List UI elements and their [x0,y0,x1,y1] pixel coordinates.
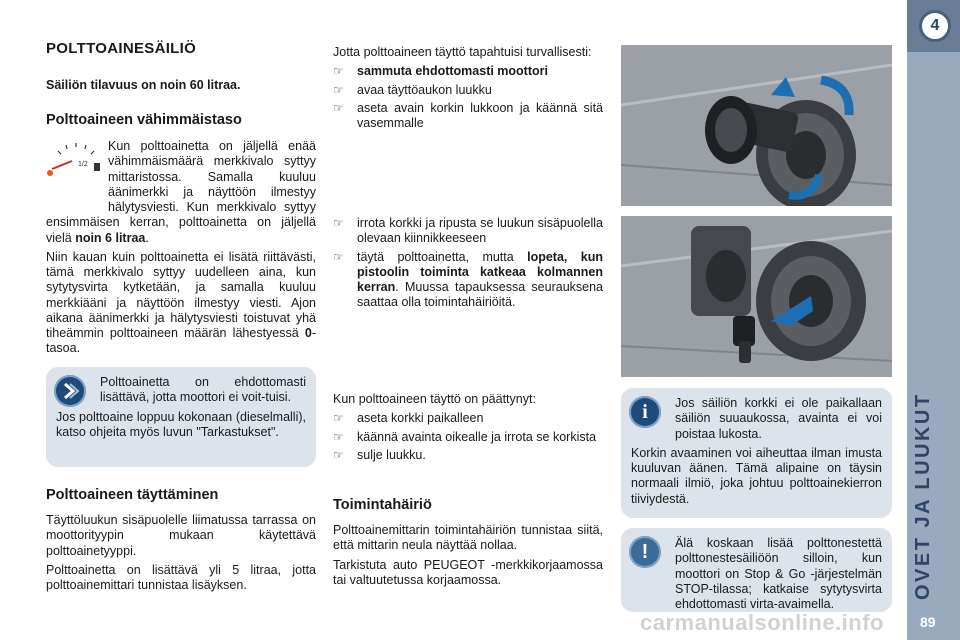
filling-text [46,513,316,597]
fuel-flap-open-photo [621,45,892,206]
list-item: ☞ sammuta ehdottomasti moottori [333,64,548,79]
pointing-hand-icon: ☞ [333,100,344,115]
list-item: ☞ sulje luukku. [333,447,426,462]
chapter-side-tab [907,0,960,640]
tank-capacity: Säiliön tilavuus on noin 60 litraa. [46,78,241,93]
fault-heading: Toimintahäiriö [333,497,432,513]
list-item: ☞ irrota korkki ja ripusta se luukun sisäpuolella olevaan kiinnikkeeseen [333,216,603,246]
page-number: 89 [920,614,936,630]
fault-para2: Tarkistuta auto PEUGEOT -merkkikorjaamossa tai valtuutetussa korjaamossa. [333,557,603,587]
pointing-hand-icon: ☞ [333,249,344,264]
chapter-title: OVET JA LUUKUT [912,392,934,600]
refuel-steps-continued [333,216,603,314]
list-item: ☞ täytä polttoainetta, mutta lopeta, kun pistoolin toiminta katkeaa kolmannen kerran. Muussa tapauksessa seurauksena saattaa olla toimintahäiriöitä. [333,249,603,310]
after-refuel-steps [333,392,603,466]
note-box-arrow [46,367,316,467]
pointing-hand-icon: ☞ [333,64,344,79]
min-level-para2: Niin kauan kuin polttoainetta ei lisätä riittävästi, tämä merkkivalo syttyy uudelleen aina, kun sytytysvirta kytketään, ja samalla kuuluu merkkiääni ja näyttöön ilmestyy viesti. Ajon aikana äänimerkki ja hälytysviesti toistuvat yhä tiheämmin polttoaineen määrän lähestyessä 0-tasoa. [46,249,316,356]
list-item: ☞ aseta korkki paikalleen [333,411,484,426]
note-arrow-text1: Polttoainetta on ehdottomasti lisättävä, jotta moottori ei voit-tuisi. [100,375,306,405]
filling-para1: Täyttöluukun sisäpuolelle liimatussa tarrassa on moottorityypin mukaan käytettävä polttoainetyyppi. [46,513,316,558]
min-level-heading: Polttoaineen vähimmäistaso [46,111,242,128]
pointing-hand-icon: ☞ [333,216,344,230]
note-info-text2: Korkin avaaminen voi aiheuttaa ilman imusta kuuluvan äänen. Tämä alipaine on täysin normaali ilmiö, joka johtuu polttoainekierron tiiviydestä. [631,445,882,506]
note-box-info [621,388,892,518]
section-title: POLTTOAINESÄILIÖ [46,40,197,57]
min-level-block [46,139,316,357]
pointing-hand-icon: ☞ [333,82,344,97]
refuel-steps [333,45,603,134]
fuel-cap-illustration-1 [621,45,892,206]
note-warning-text: Älä koskaan lisää polttonestettä polttonestesäiliöön silloin, kun moottori on Stop & Go -järjestelmän STOP-tilassa; katkaise sytytysvirta ehdottomasti virta-avaimella. [675,536,882,611]
pointing-hand-icon: ☞ [333,411,344,426]
list-item: ☞ avaa täyttöaukon luukku [333,82,492,97]
note-box-warning [621,528,892,612]
gauge-half-label: 1/2 [78,161,88,169]
left-column [46,40,316,361]
pointing-hand-icon: ☞ [333,447,344,462]
info-icon: i [629,396,661,428]
fuel-gauge-icon [46,139,104,181]
fuel-cap-hanging-photo [621,216,892,377]
list-item: ☞ käännä avainta oikealle ja irrota se korkista [333,429,597,444]
chapter-number: 4 [919,10,951,42]
fault-text [333,523,603,592]
fault-para1: Polttoainemittarin toimintahäiriön tunnistaa siitä, että mittarin neula näyttää nollaa. [333,523,603,553]
refuel-intro: Jotta polttoaineen täyttö tapahtuisi turvallisesti: [333,45,592,59]
fuel-cap-illustration-2 [621,216,892,377]
filling-para2: Polttoainetta on lisättävä yli 5 litraa, jotta polttoainemittari tunnistaa lisäyksen. [46,562,316,592]
refuel-step-list [333,64,603,131]
pointing-hand-icon: ☞ [333,429,344,444]
note-info-text1: Jos säiliön korkki ei ole paikallaan säiliön suuaukossa, avainta ei voi poistaa lukosta. [675,396,882,441]
arrow-right-icon [54,375,86,407]
list-item: ☞ aseta avain korkin lukkoon ja käännä sitä vasemmalle [333,100,603,130]
min-level-para1: Kun polttoainetta on jäljellä enää vähimmäismäärä merkkivalo syttyy mittaristossa. Samalla kuuluu äänimerkki ja näyttöön ilmestyy hälytysviesti. Kun merkkivalo syttyy ensimmäisen kerran, polttoainetta on jäljellä vielä noin 6 litraa. [46,139,316,245]
watermark: carmanualsonline.info [640,610,884,635]
after-intro: Kun polttoaineen täyttö on päättynyt: [333,392,536,406]
note-arrow-text2: Jos polttoaine loppuu kokonaan (dieselmalli), katso ohjeita myös luvun "Tarkastukset". [56,409,306,439]
filling-heading: Polttoaineen täyttäminen [46,487,219,503]
exclamation-icon: ! [629,536,661,568]
